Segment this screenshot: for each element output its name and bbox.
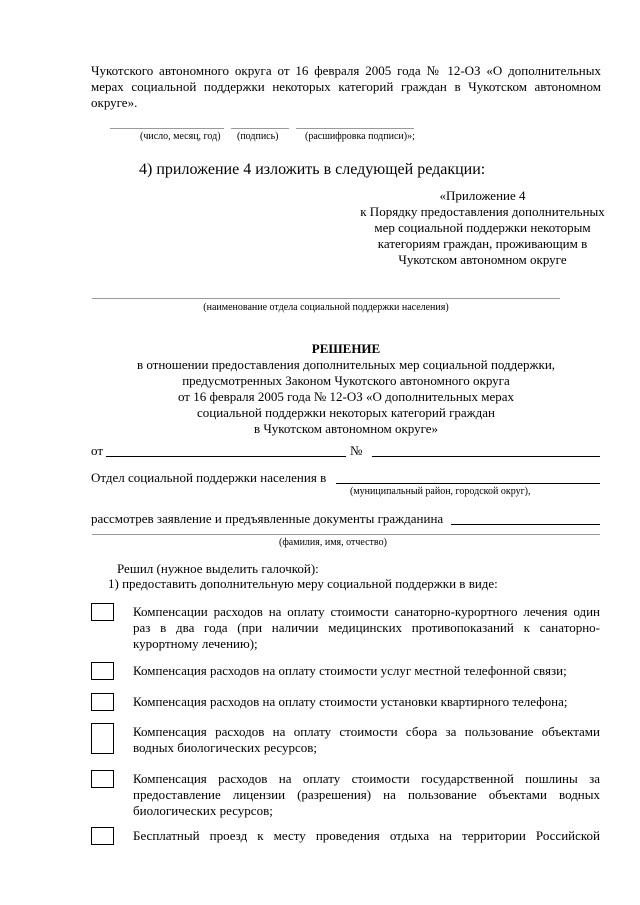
intro-line-1: Чукотского автономного округа от 16 февраля 2005 года № 12-ОЗ «О дополнительных [91, 63, 601, 78]
number-field[interactable] [372, 456, 600, 457]
option-5-line-1: Компенсация расходов на оплату стоимости государственной пошлины за [133, 771, 600, 786]
decision-title: РЕШЕНИЕ [311, 341, 381, 356]
citizen-name-field[interactable] [451, 524, 600, 525]
number-label: № [350, 443, 363, 458]
date-field[interactable] [106, 456, 346, 457]
option-checkbox-3[interactable] [91, 693, 114, 711]
decision-line-1: в отношении предоставления дополнительных мер социальной поддержки, [136, 357, 556, 372]
option-checkbox-2[interactable] [91, 662, 114, 680]
option-5-line-2: предоставление лицензии (разрешения) на пользование объектами водных [133, 787, 600, 802]
option-checkbox-5[interactable] [91, 770, 114, 788]
decode-caption: (расшифровка подписи)»; [305, 131, 415, 142]
option-checkbox-6[interactable] [91, 827, 114, 845]
option-checkbox-4[interactable] [91, 723, 114, 754]
appendix-line-4: категориям граждан, проживающим в [377, 236, 588, 251]
appendix-line-3: мер социальной поддержки некоторым [374, 220, 591, 235]
from-label: от [91, 443, 104, 458]
option-1-line-2: раз в два года (при наличии медицинских противопоказаний к санаторно- [133, 620, 600, 635]
option-checkbox-1[interactable] [91, 603, 114, 621]
option-4-line-1: Компенсация расходов на оплату стоимости сбора за пользование объектами [133, 724, 600, 739]
appendix-line-5: Чукотском автономном округе [398, 252, 567, 267]
option-5-line-3: биологических ресурсов; [133, 803, 273, 818]
decision-line-4: социальной поддержки некоторых категорий граждан [196, 405, 496, 420]
resolution-title: Решил (нужное выделить галочкой): [117, 561, 319, 576]
option-1-line-1: Компенсации расходов на оплату стоимости санаторно-курортного лечения один [133, 604, 600, 619]
appendix-title: «Приложение 4 [439, 188, 526, 203]
signature-caption: (подпись) [237, 131, 279, 142]
department-caption: (наименование отдела социальной поддержки населения) [203, 302, 449, 313]
intro-line-3: округе». [91, 95, 138, 110]
date-caption: (число, месяц, год) [140, 131, 221, 142]
option-4-line-2: водных биологических ресурсов; [133, 740, 318, 755]
review-label: рассмотрев заявление и предъявленные документы гражданина [91, 511, 444, 526]
amendment-text: 4) приложение 4 изложить в следующей редакции: [139, 161, 486, 178]
citizen-name-line-2 [92, 534, 600, 535]
appendix-line-2: к Порядку предоставления дополнительных [360, 204, 605, 219]
option-2-line-1: Компенсация расходов на оплату стоимости услуг местной телефонной связи; [133, 663, 567, 678]
resolution-item-1: 1) предоставить дополнительную меру социальной поддержки в виде: [108, 576, 498, 591]
department-name-line [92, 298, 560, 299]
date-line [110, 128, 224, 129]
decision-line-3: от 16 февраля 2005 года № 12-ОЗ «О дополнительных мерах [177, 389, 515, 404]
decode-line [296, 128, 414, 129]
decision-line-2: предусмотренных Законом Чукотского автономного округа [182, 373, 510, 388]
intro-line-2: мерах социальной поддержки некоторых категорий граждан в Чукотском автономном [91, 79, 601, 94]
option-1-line-3: курортному лечению); [133, 636, 258, 651]
option-3-line-1: Компенсация расходов на оплату стоимости установки квартирного телефона; [133, 694, 568, 709]
municipality-field[interactable] [336, 483, 600, 484]
signature-line [231, 128, 289, 129]
citizen-name-caption: (фамилия, имя, отчество) [279, 537, 387, 548]
municipality-caption: (муниципальный район, городской округ), [350, 486, 531, 497]
decision-line-5: в Чукотском автономном округе» [253, 421, 439, 436]
department-label: Отдел социальной поддержки населения в [91, 470, 327, 485]
option-6-line-1: Бесплатный проезд к месту проведения отдыха на территории Российской [133, 828, 600, 843]
